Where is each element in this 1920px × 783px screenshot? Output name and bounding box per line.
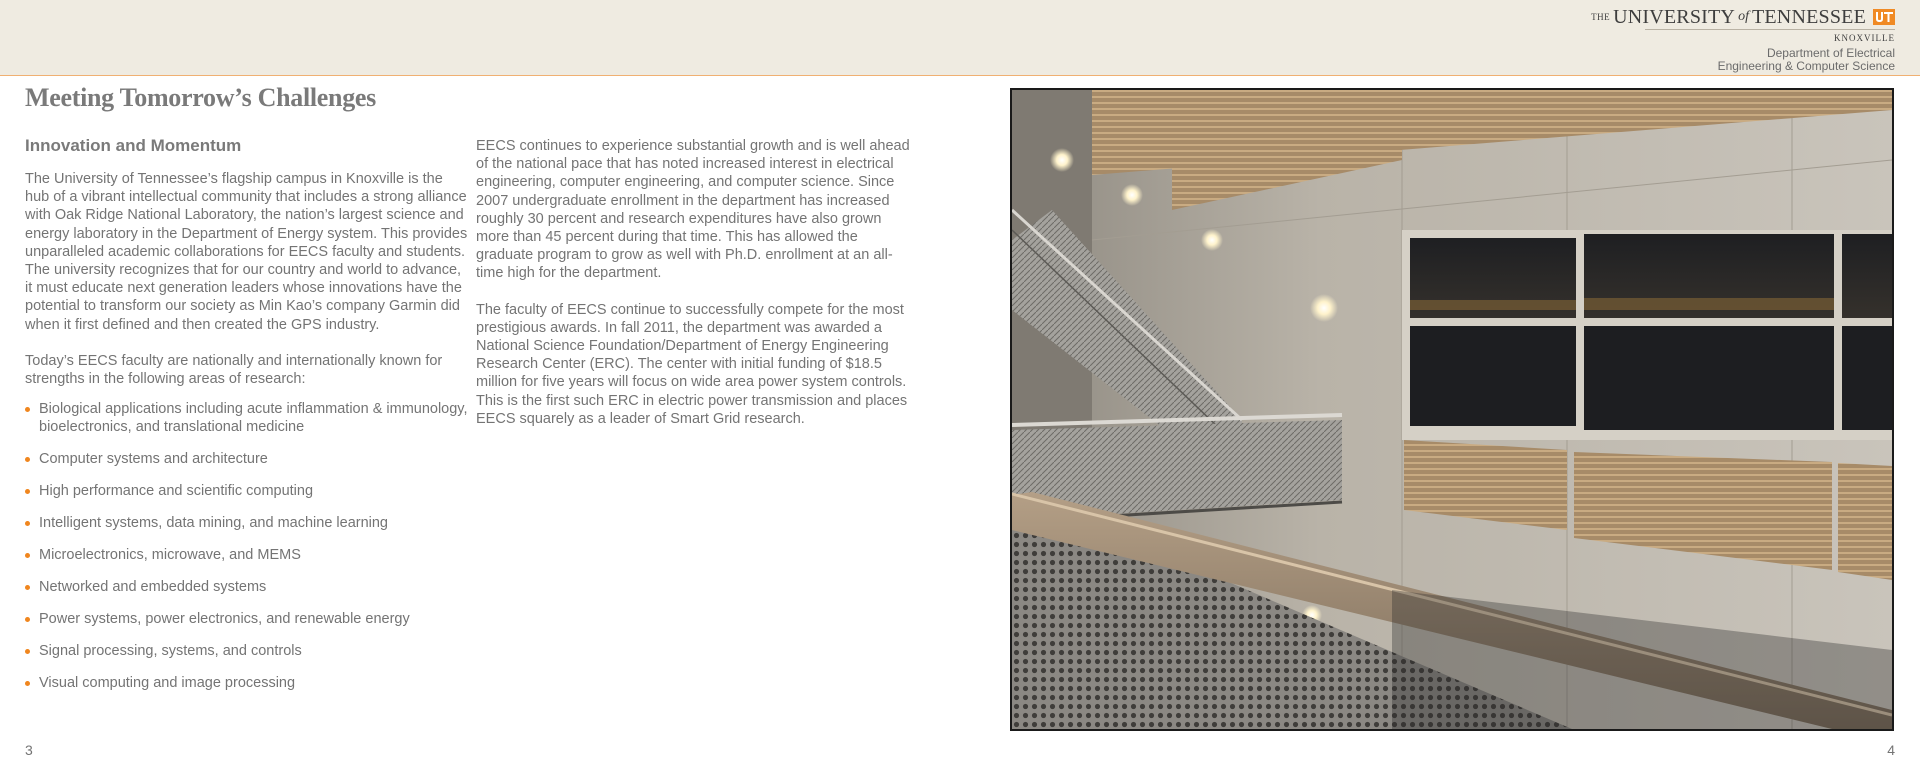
awards-paragraph: The faculty of EECS continue to successfully compete for the most prestigious awards. In fall 2011, the department was awarded a National Science Foundation/Department of Energy Engineering Research Center (ERC). The center with initial funding of $18.5 million for five years will focus on wide area power system controls. This is the first such ERC in electric power transmission and places EECS squarely as a leader of Smart Grid research. [476, 301, 908, 427]
wordmark-university: UNIVERSITY [1613, 6, 1736, 28]
list-item-text: Networked and embedded systems [39, 579, 267, 596]
photo-illustration [1012, 90, 1892, 729]
bullet-icon [25, 489, 30, 494]
list-item-text: High performance and scientific computing [39, 483, 314, 500]
intro-paragraph: The University of Tennessee’s flagship campus in Knoxville is the hub of a vibrant intellectual community that includes a strong alliance with Oak Ridge National Laboratory, the nation’s largest science and energy laboratory in the Department of Energy system. This provides unparalleled academic collaborations for EECS faculty and students. The university recognizes that for our country and world to advance, it must educate next generation leaders whose innovations have the potential to transform our society as Min Kao’s company Garmin did when it first defined and then created the GPS industry. [25, 171, 468, 333]
growth-paragraph: EECS continues to experience substantial growth and is well ahead of the national pace that has noted increased interest in electrical engineering, computer engineering, and computer science. Since 2007 undergraduate enrollment in the department has increased roughly 30 percent and research expenditures have also grown more than 45 percent during that time. This has allowed the graduate program to grow as well with Ph.D. enrollment at an all-time high for the department. [476, 138, 910, 282]
list-item-text: Intelligent systems, data mining, and machine learning [39, 515, 388, 532]
list-item [25, 578, 470, 596]
page-number-right: 4 [1887, 742, 1895, 758]
wordmark-rule [1645, 29, 1895, 30]
bullet-icon [25, 681, 30, 686]
research-intro-paragraph: Today’s EECS faculty are nationally and internationally known for strengths in the following areas of research: [25, 352, 443, 388]
left-column [25, 135, 470, 706]
university-wordmark [1591, 6, 1895, 28]
wordmark-of: of [1738, 9, 1749, 24]
ut-logo-icon [1873, 9, 1895, 25]
page-title: Meeting Tomorrow’s Challenges [25, 83, 376, 112]
bullet-icon [25, 617, 30, 622]
list-item [25, 610, 470, 628]
campus-name: KNOXVILLE [1834, 33, 1895, 43]
university-brand [1591, 6, 1895, 73]
bullet-icon [25, 585, 30, 590]
list-item-text: Signal processing, systems, and controls [39, 643, 302, 660]
bullet-icon [25, 521, 30, 526]
department-name [1591, 47, 1895, 73]
middle-column [476, 137, 916, 446]
bullet-icon [25, 649, 30, 654]
list-item [25, 450, 470, 468]
list-item [25, 514, 470, 532]
list-item-text: Computer systems and architecture [39, 451, 268, 468]
list-item-text: Power systems, power electronics, and renewable energy [39, 611, 410, 628]
bullet-icon [25, 407, 30, 412]
wordmark-the: THE [1591, 12, 1611, 22]
page-number-left: 3 [25, 742, 33, 758]
list-item [25, 674, 470, 692]
bullet-icon [25, 457, 30, 462]
list-item [25, 642, 470, 660]
bullet-icon [25, 553, 30, 558]
list-item-text: Visual computing and image processing [39, 675, 296, 692]
department-line-1: Department of Electrical [1766, 46, 1895, 60]
list-item [25, 482, 470, 500]
section-subheading: Innovation and Momentum [25, 136, 242, 155]
research-areas-list [25, 400, 470, 692]
list-item [25, 546, 470, 564]
list-item-text: Biological applications including acute inflammation & immunology, bioelectronics, and translational medicine [39, 401, 468, 436]
list-item-text: Microelectronics, microwave, and MEMS [39, 547, 301, 564]
wordmark-tennessee: TENNESSEE [1751, 6, 1866, 28]
building-interior-photo [1010, 88, 1894, 731]
header-band [0, 0, 1920, 76]
list-item [25, 400, 470, 436]
department-line-2: Engineering & Computer Science [1717, 59, 1895, 73]
